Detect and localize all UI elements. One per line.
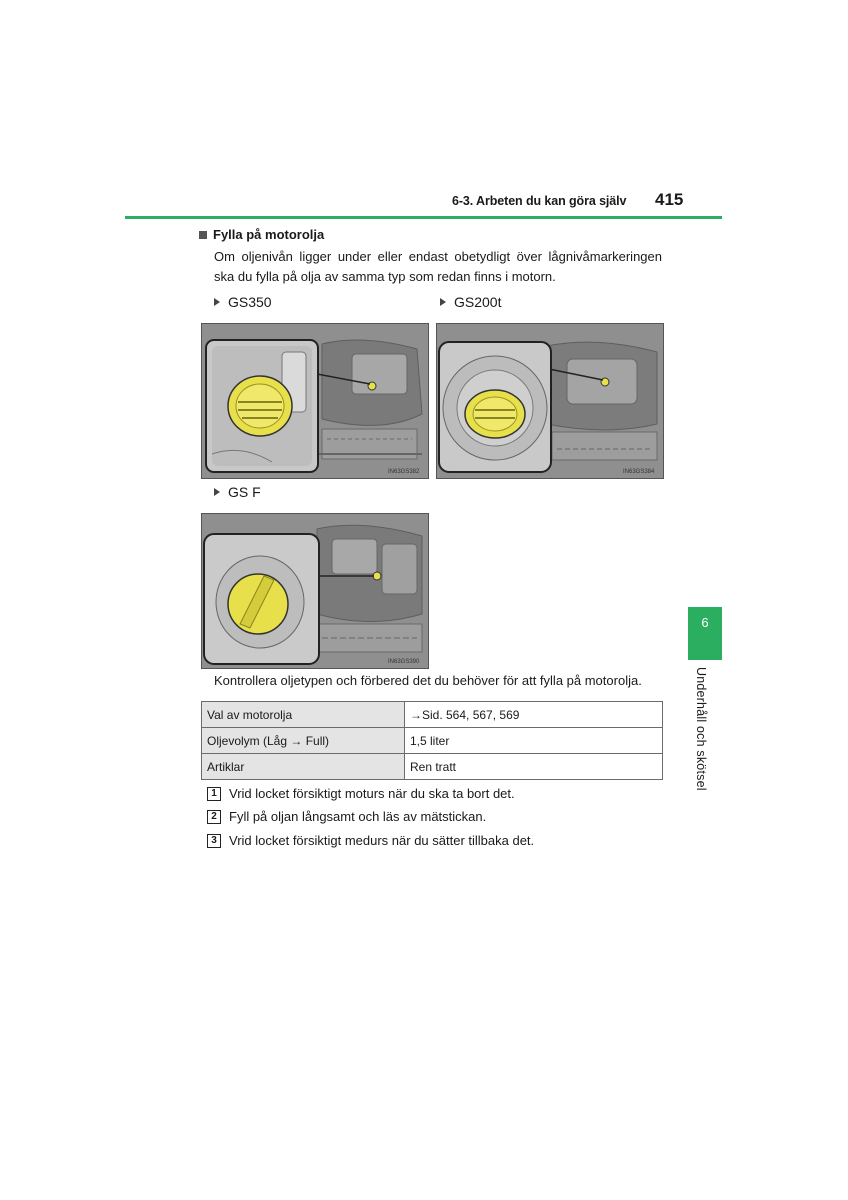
triangle-bullet-icon: [214, 488, 220, 496]
section-heading: [199, 227, 324, 242]
model-label-gs200t: [440, 294, 501, 310]
engine-bay-illustration: [202, 324, 428, 478]
table-row: [202, 728, 663, 754]
engine-bay-illustration: [437, 324, 663, 478]
section-heading-text: Fylla på motorolja: [213, 227, 325, 242]
table-cell-value: 1,5 liter: [405, 728, 663, 754]
square-bullet-icon: [199, 231, 207, 239]
step-number-badge: 3: [207, 834, 221, 848]
step-text: Vrid locket försiktigt medurs när du sätter tillbaka det.: [229, 833, 535, 848]
model-label-gsf: [214, 484, 261, 500]
triangle-bullet-icon: [440, 298, 446, 306]
engine-figure-gs350: [201, 323, 429, 479]
step-number-badge: 1: [207, 787, 221, 801]
model-label-text: GS200t: [454, 294, 502, 310]
step-number-badge: 2: [207, 810, 221, 824]
table-row: [202, 702, 663, 728]
table-cell-key: Artiklar: [202, 754, 405, 780]
engine-bay-illustration: [202, 514, 428, 668]
model-label-text: GS F: [228, 484, 261, 500]
step-2: [207, 809, 486, 824]
chapter-side-title: Underhåll och skötsel: [694, 667, 708, 791]
page-number: 415: [655, 190, 684, 209]
oil-spec-table: [201, 701, 663, 780]
model-label-gs350: [214, 294, 272, 310]
model-label-text: GS350: [228, 294, 272, 310]
engine-figure-gsf: [201, 513, 429, 669]
table-cell-key: Val av motorolja: [202, 702, 405, 728]
figure-code: IN63GS384: [623, 469, 655, 475]
table-cell-value: Ren tratt: [405, 754, 663, 780]
triangle-bullet-icon: [214, 298, 220, 306]
step-text: Fyll på oljan långsamt och läs av mätstickan.: [229, 809, 487, 824]
header-section-title: 6-3. Arbeten du kan göra själv: [452, 194, 627, 208]
step-3: [207, 833, 534, 848]
chapter-tab: 6: [688, 607, 722, 660]
step-text: Vrid locket försiktigt moturs när du ska ta bort det.: [229, 786, 515, 801]
engine-figure-gs200t: [436, 323, 664, 479]
figure-code: IN63GS382: [388, 469, 420, 475]
preparation-note: Kontrollera oljetypen och förbered det du behöver för att fylla på motorolja.: [214, 673, 642, 688]
intro-paragraph: Om oljenivån ligger under eller endast obetydligt över lågnivåmarkeringen ska du fylla på olja av samma typ som redan finns i motorn.: [214, 249, 662, 284]
table-row: [202, 754, 663, 780]
figure-code: IN63GS390: [388, 659, 420, 665]
table-cell-key: Oljevolym (Låg → Full): [202, 728, 405, 754]
table-cell-value: →Sid. 564, 567, 569: [405, 702, 663, 728]
header-rule: [125, 216, 722, 219]
step-1: [207, 786, 515, 801]
